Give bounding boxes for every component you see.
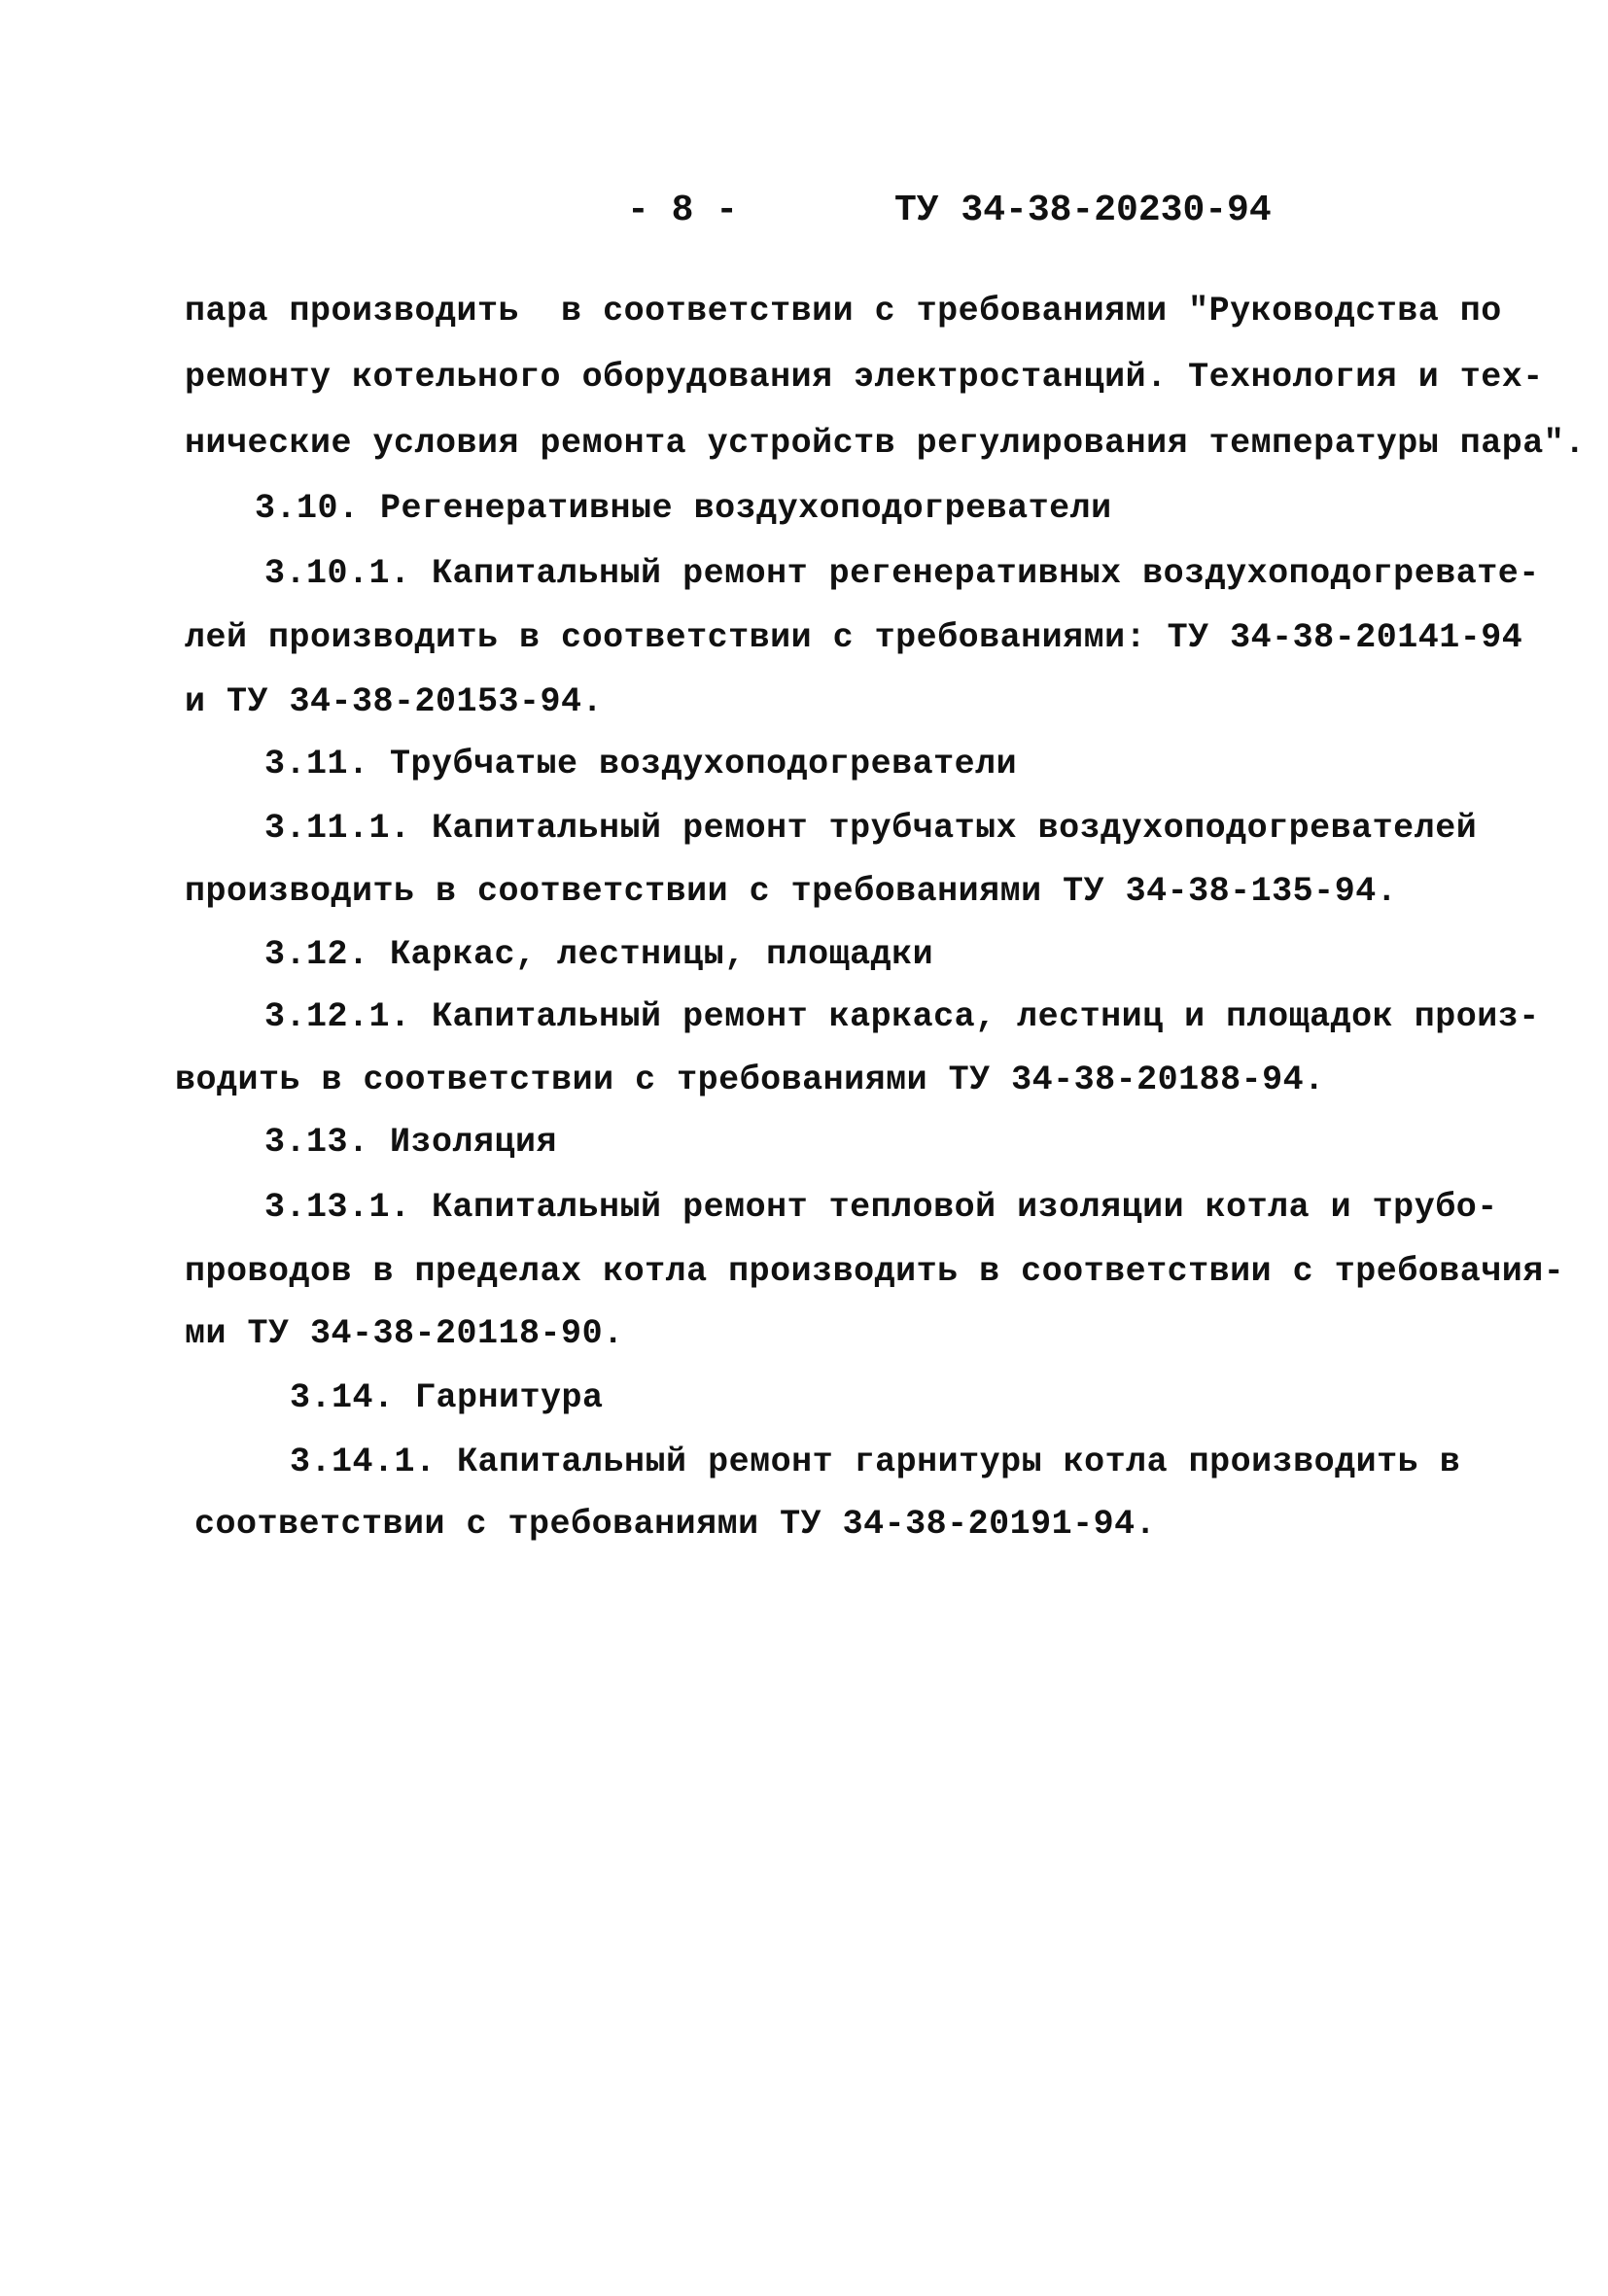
- paragraph-3-14-1-line-1: 3.14.1. Капитальный ремонт гарнитуры котла производить в: [290, 1443, 1461, 1481]
- paragraph-3-13-1-line-1: 3.13.1. Капитальный ремонт тепловой изоляции котла и трубо-: [264, 1188, 1498, 1227]
- paragraph-3-13-1-line-2: проводов в пределах котла производить в соответствии с требовачия-: [185, 1252, 1565, 1291]
- body-line-1: пара производить в соответствии с требованиями "Руководства по: [185, 292, 1502, 330]
- paragraph-3-11-1-line-2: производить в соответствии с требованиями ТУ 34-38-135-94.: [185, 872, 1398, 911]
- paragraph-3-10-1-line-2: лей производить в соответствии с требованиями: ТУ 34-38-20141-94: [185, 618, 1523, 657]
- paragraph-3-11-1-line-1: 3.11.1. Капитальный ремонт трубчатых воздухоподогревателей: [264, 809, 1478, 848]
- body-line-3: нические условия ремонта устройств регулирования температуры пара".: [185, 424, 1586, 463]
- paragraph-3-12-1-line-1: 3.12.1. Капитальный ремонт каркаса, лестниц и площадок произ-: [264, 997, 1540, 1036]
- paragraph-3-10-1-line-1: 3.10.1. Капитальный ремонт регенеративных воздухоподогревате-: [264, 554, 1540, 593]
- section-heading-3-14: 3.14. Гарнитура: [290, 1378, 604, 1417]
- paragraph-3-10-1-line-3: и ТУ 34-38-20153-94.: [185, 682, 604, 721]
- document-code: ТУ 34-38-20230-94: [894, 190, 1272, 231]
- section-heading-3-13: 3.13. Изоляция: [264, 1123, 558, 1162]
- body-line-2: ремонту котельного оборудования электростанций. Технология и тех-: [185, 358, 1544, 397]
- page-number: - 8 -: [627, 190, 739, 231]
- paragraph-3-14-1-line-2: соответствии с требованиями ТУ 34-38-20191-94.: [194, 1505, 1157, 1544]
- section-heading-3-11: 3.11. Трубчатые воздухоподогреватели: [264, 745, 1018, 783]
- paragraph-3-12-1-line-2: водить в соответствии с требованиями ТУ 34-38-20188-94.: [175, 1061, 1325, 1099]
- section-heading-3-12: 3.12. Каркас, лестницы, площадки: [264, 935, 934, 974]
- paragraph-3-13-1-line-3: ми ТУ 34-38-20118-90.: [185, 1314, 624, 1353]
- section-heading-3-10: 3.10. Регенеративные воздухоподогреватели: [255, 489, 1112, 528]
